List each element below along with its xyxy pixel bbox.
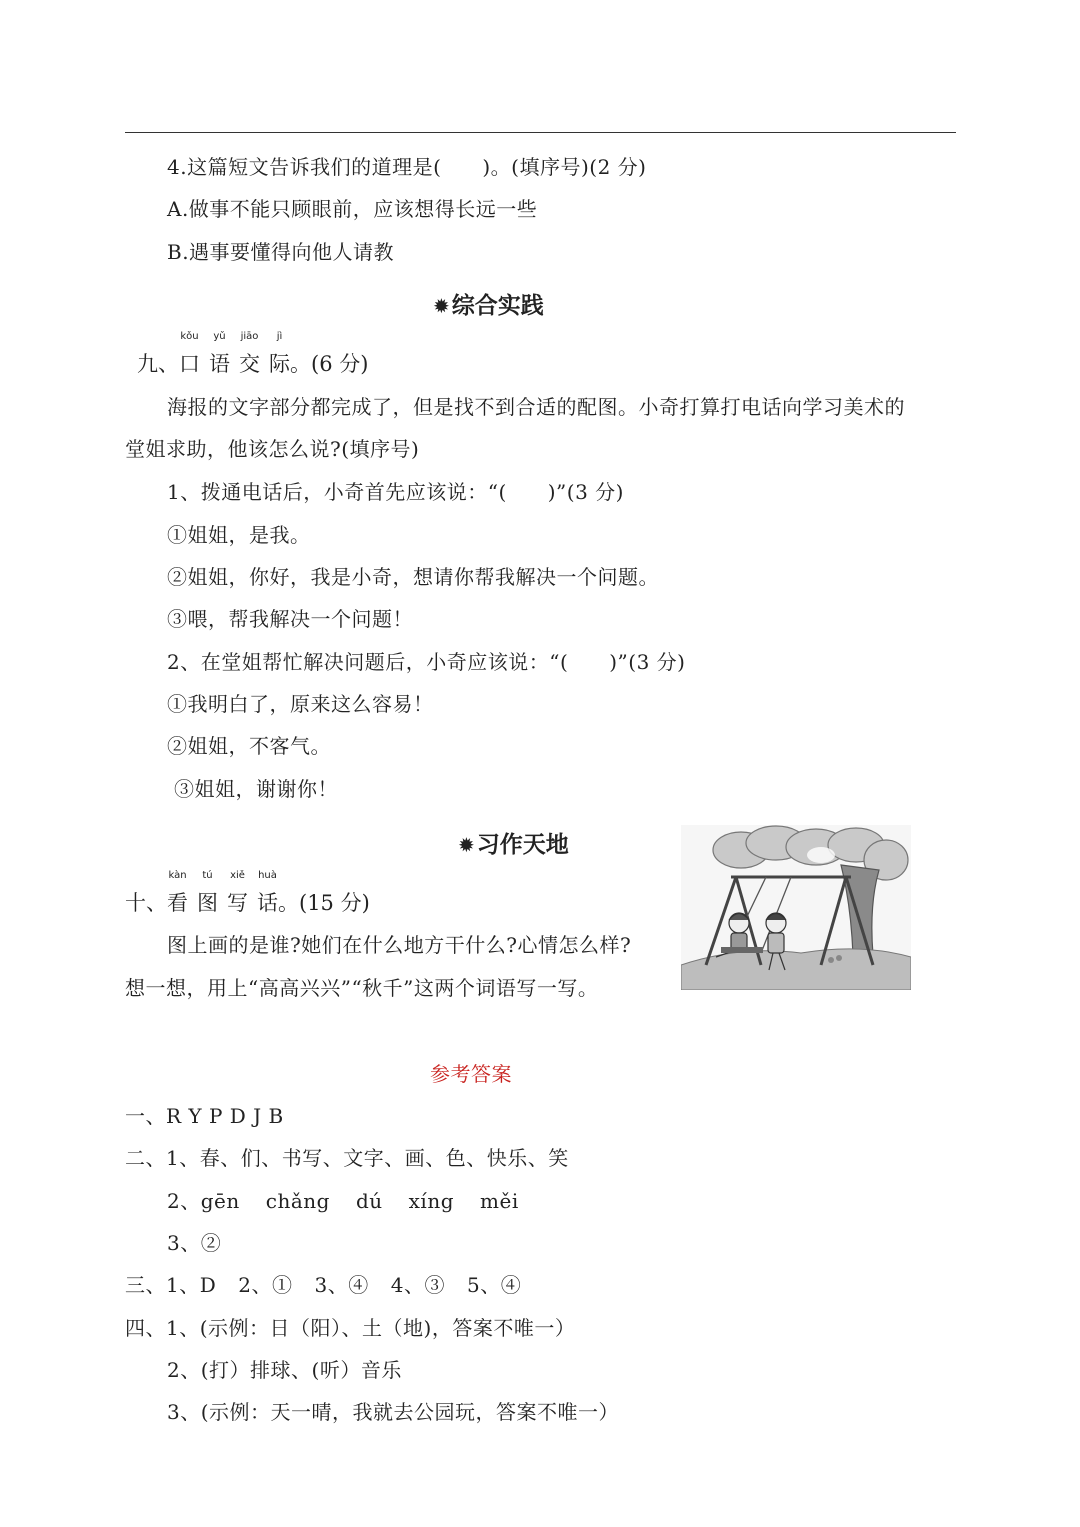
q9-intro-line1: 海报的文字部分都完成了，但是找不到合适的配图。小奇打算打电话向学习美术的 — [167, 395, 905, 419]
ruby-char — [209, 331, 230, 378]
hanzi: 写 — [227, 891, 248, 915]
ruby-char — [167, 870, 188, 917]
answers-heading: 参考答案 — [430, 1062, 512, 1086]
answer-4-3: 3、(示例：天一晴，我就去公园玩，答案不唯一） — [167, 1400, 620, 1424]
q9-sub2-option: ②姐姐，不客气。 — [167, 734, 331, 758]
pinyin: xiě — [230, 870, 245, 881]
q10-line2: 想一想，用上“高高兴兴”“秋千”这两个词语写一写。 — [125, 976, 599, 1000]
pinyin: jì — [276, 331, 283, 342]
pinyin-answer: měi — [480, 1189, 519, 1213]
ruby-char — [179, 331, 200, 378]
answer-4-1: 四、1、(示例：日（阳）、土（地)，答案不唯一） — [125, 1316, 576, 1340]
ruby-char — [239, 331, 260, 378]
answer-item: 3、④ — [314, 1273, 369, 1297]
q9-sub1-option: ①姐姐，是我。 — [167, 523, 311, 547]
q9-number: 九、 — [137, 352, 179, 376]
ruby-char — [197, 870, 218, 917]
hanzi: 话 — [257, 891, 278, 915]
pinyin: kàn — [168, 870, 187, 881]
star-icon: ✹ — [458, 833, 475, 857]
hanzi: 看 — [167, 891, 188, 915]
answer-4-2: 2、(打）排球、(听）音乐 — [167, 1358, 402, 1382]
q9-sub1-option: ②姐姐，你好，我是小奇，想请你帮我解决一个问题。 — [167, 565, 659, 589]
answer-item: 2、① — [238, 1273, 293, 1297]
q9-sub2-option: ③姐姐，谢谢你！ — [174, 777, 338, 801]
children-on-swing-illustration — [681, 825, 911, 990]
star-icon: ✹ — [433, 294, 450, 318]
hanzi: 口 — [179, 352, 200, 376]
section-title: 习作天地 — [476, 832, 569, 858]
q4-option-a: A.做事不能只顾眼前，应该想得长远一些 — [167, 197, 538, 221]
answer-3 — [125, 1272, 543, 1298]
hanzi: 交 — [239, 352, 260, 376]
pinyin: jiāo — [240, 331, 259, 342]
pinyin-answer: chǎng — [265, 1189, 330, 1213]
hanzi: 语 — [209, 352, 230, 376]
q9-sub2-option: ①我明白了，原来这么容易！ — [167, 692, 434, 716]
pinyin: kǒu — [180, 331, 199, 342]
answer-2-1: 二、1、春、们、书写、文字、画、色、快乐、笑 — [125, 1146, 569, 1170]
q9-suffix: 。(6 分) — [290, 352, 369, 376]
q10-number: 十、 — [125, 891, 167, 915]
answer-2-3: 3、② — [167, 1231, 222, 1255]
pinyin-answer: xíng — [408, 1189, 455, 1213]
section-heading-writing — [458, 826, 569, 859]
answer-item: 4、③ — [390, 1273, 445, 1297]
hanzi: 际 — [269, 352, 290, 376]
pinyin-answer: dú — [355, 1189, 383, 1213]
q9-sub1: 1、拨通电话后，小奇首先应该说：“( )”(3 分) — [167, 480, 624, 504]
q10-line1: 图上画的是谁?她们在什么地方干什么?心情怎么样? — [167, 933, 632, 957]
ruby-char — [269, 331, 290, 378]
answer-prefix: 2、 — [167, 1189, 201, 1213]
section-title: 综合实践 — [451, 293, 544, 319]
section-heading-practice — [433, 287, 544, 320]
answer-2-2 — [167, 1188, 545, 1214]
answer-1: 一、R Y P D J B — [125, 1104, 284, 1128]
pinyin: yǔ — [213, 331, 226, 342]
answer-item: 1、D — [166, 1273, 217, 1297]
pinyin: huà — [258, 870, 277, 881]
answer-prefix: 三、 — [125, 1273, 166, 1297]
q9-intro-line2: 堂姐求助，他该怎么说?(填序号) — [125, 437, 420, 461]
hanzi: 图 — [197, 891, 218, 915]
q9-sub1-option: ③喂，帮我解决一个问题！ — [167, 607, 413, 631]
top-rule — [125, 132, 956, 133]
q4-question: 4.这篇短文告诉我们的道理是( )。(填序号)(2 分) — [167, 155, 647, 179]
q10-title — [125, 870, 370, 917]
pinyin-answer: gēn — [200, 1189, 240, 1213]
ruby-char — [227, 870, 248, 917]
answer-item: 5、④ — [466, 1273, 522, 1297]
q4-option-b: B.遇事要懂得向他人请教 — [167, 240, 395, 264]
pinyin: tú — [202, 870, 213, 881]
q9-title — [137, 331, 369, 378]
q9-sub2: 2、在堂姐帮忙解决问题后，小奇应该说：“( )”(3 分) — [167, 650, 686, 674]
q10-suffix: 。(15 分) — [278, 891, 370, 915]
ruby-char — [257, 870, 278, 917]
